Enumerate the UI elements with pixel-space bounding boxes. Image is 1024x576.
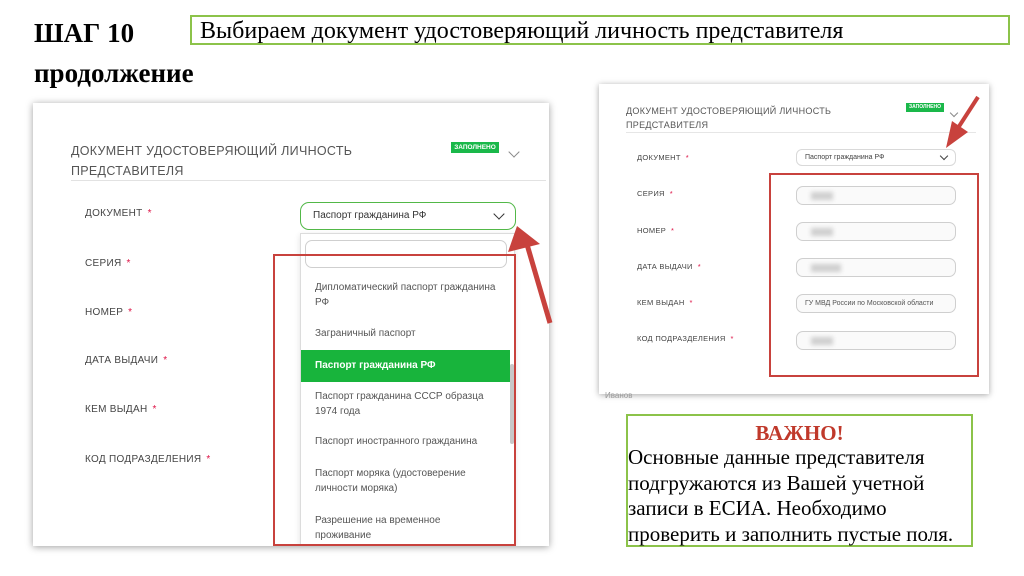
step-subtitle: продолжение (34, 58, 194, 88)
label-issued-by: КЕМ ВЫДАН * (637, 298, 693, 307)
document-type-value: Паспорт гражданина РФ (805, 154, 885, 161)
dropdown-option[interactable]: Разрешение на временное проживание (315, 515, 441, 541)
label-division-code: КОД ПОДРАЗДЕЛЕНИЯ * (85, 454, 211, 465)
label-number: НОМЕР * (637, 226, 675, 235)
step-title: ШАГ 10 (34, 18, 135, 48)
status-badge: ЗАПОЛНЕНО (906, 103, 944, 112)
dropdown-option[interactable]: Заграничный паспорт (315, 328, 416, 339)
section-title-line2: ПРЕДСТАВИТЕЛЯ (71, 164, 184, 178)
dropdown-option[interactable]: Дипломатический паспорт гражданина РФ (315, 282, 496, 308)
document-type-value: Паспорт гражданина РФ (313, 210, 427, 221)
label-issued-by: КЕМ ВЫДАН * (85, 404, 157, 415)
important-text: Основные данные представителя подгружаются из Вашей учетной записи в ЕСИА. Необходимо проверить и заполнить пустые поля. (628, 445, 954, 546)
dropdown-option[interactable]: Паспорт гражданина СССР образца 1974 года (315, 391, 484, 417)
label-division-code: КОД ПОДРАЗДЕЛЕНИЯ * (637, 334, 734, 343)
arrow-right-icon (946, 121, 968, 148)
arrow-right-shaft (958, 97, 978, 128)
label-document: ДОКУМЕНТ * (85, 208, 152, 219)
section-title-line1: ДОКУМЕНТ УДОСТОВЕРЯЮЩИЙ ЛИЧНОСТЬ (626, 106, 832, 116)
issued-by-value: ГУ МВД России по Московской области (805, 300, 934, 307)
section-title-line1: ДОКУМЕНТ УДОСТОВЕРЯЮЩИЙ ЛИЧНОСТЬ (71, 144, 353, 158)
instruction-box: Выбираем документ удостоверяющий личность представителя (190, 15, 1010, 45)
dropdown-option-selected[interactable]: Паспорт гражданина РФ (301, 350, 510, 382)
section-title-line2: ПРЕДСТАВИТЕЛЯ (626, 120, 709, 130)
arrow-left-shaft (526, 241, 550, 323)
important-note (626, 414, 973, 547)
label-series: СЕРИЯ * (637, 189, 673, 198)
arrow-left-icon (508, 226, 540, 252)
label-issue-date: ДАТА ВЫДАЧИ * (637, 262, 701, 271)
label-issue-date: ДАТА ВЫДАЧИ * (85, 355, 168, 366)
label-document: ДОКУМЕНТ * (637, 153, 689, 162)
dropdown-option[interactable]: Паспорт моряка (удостоверение личности моряка) (315, 468, 466, 494)
status-badge: ЗАПОЛНЕНО (451, 142, 499, 153)
important-title: ВАЖНО! (755, 421, 844, 445)
footer-text: Иванов (605, 391, 633, 400)
label-series: СЕРИЯ * (85, 258, 131, 269)
dropdown-option[interactable]: Паспорт иностранного гражданина (315, 436, 478, 447)
label-number: НОМЕР * (85, 307, 133, 318)
